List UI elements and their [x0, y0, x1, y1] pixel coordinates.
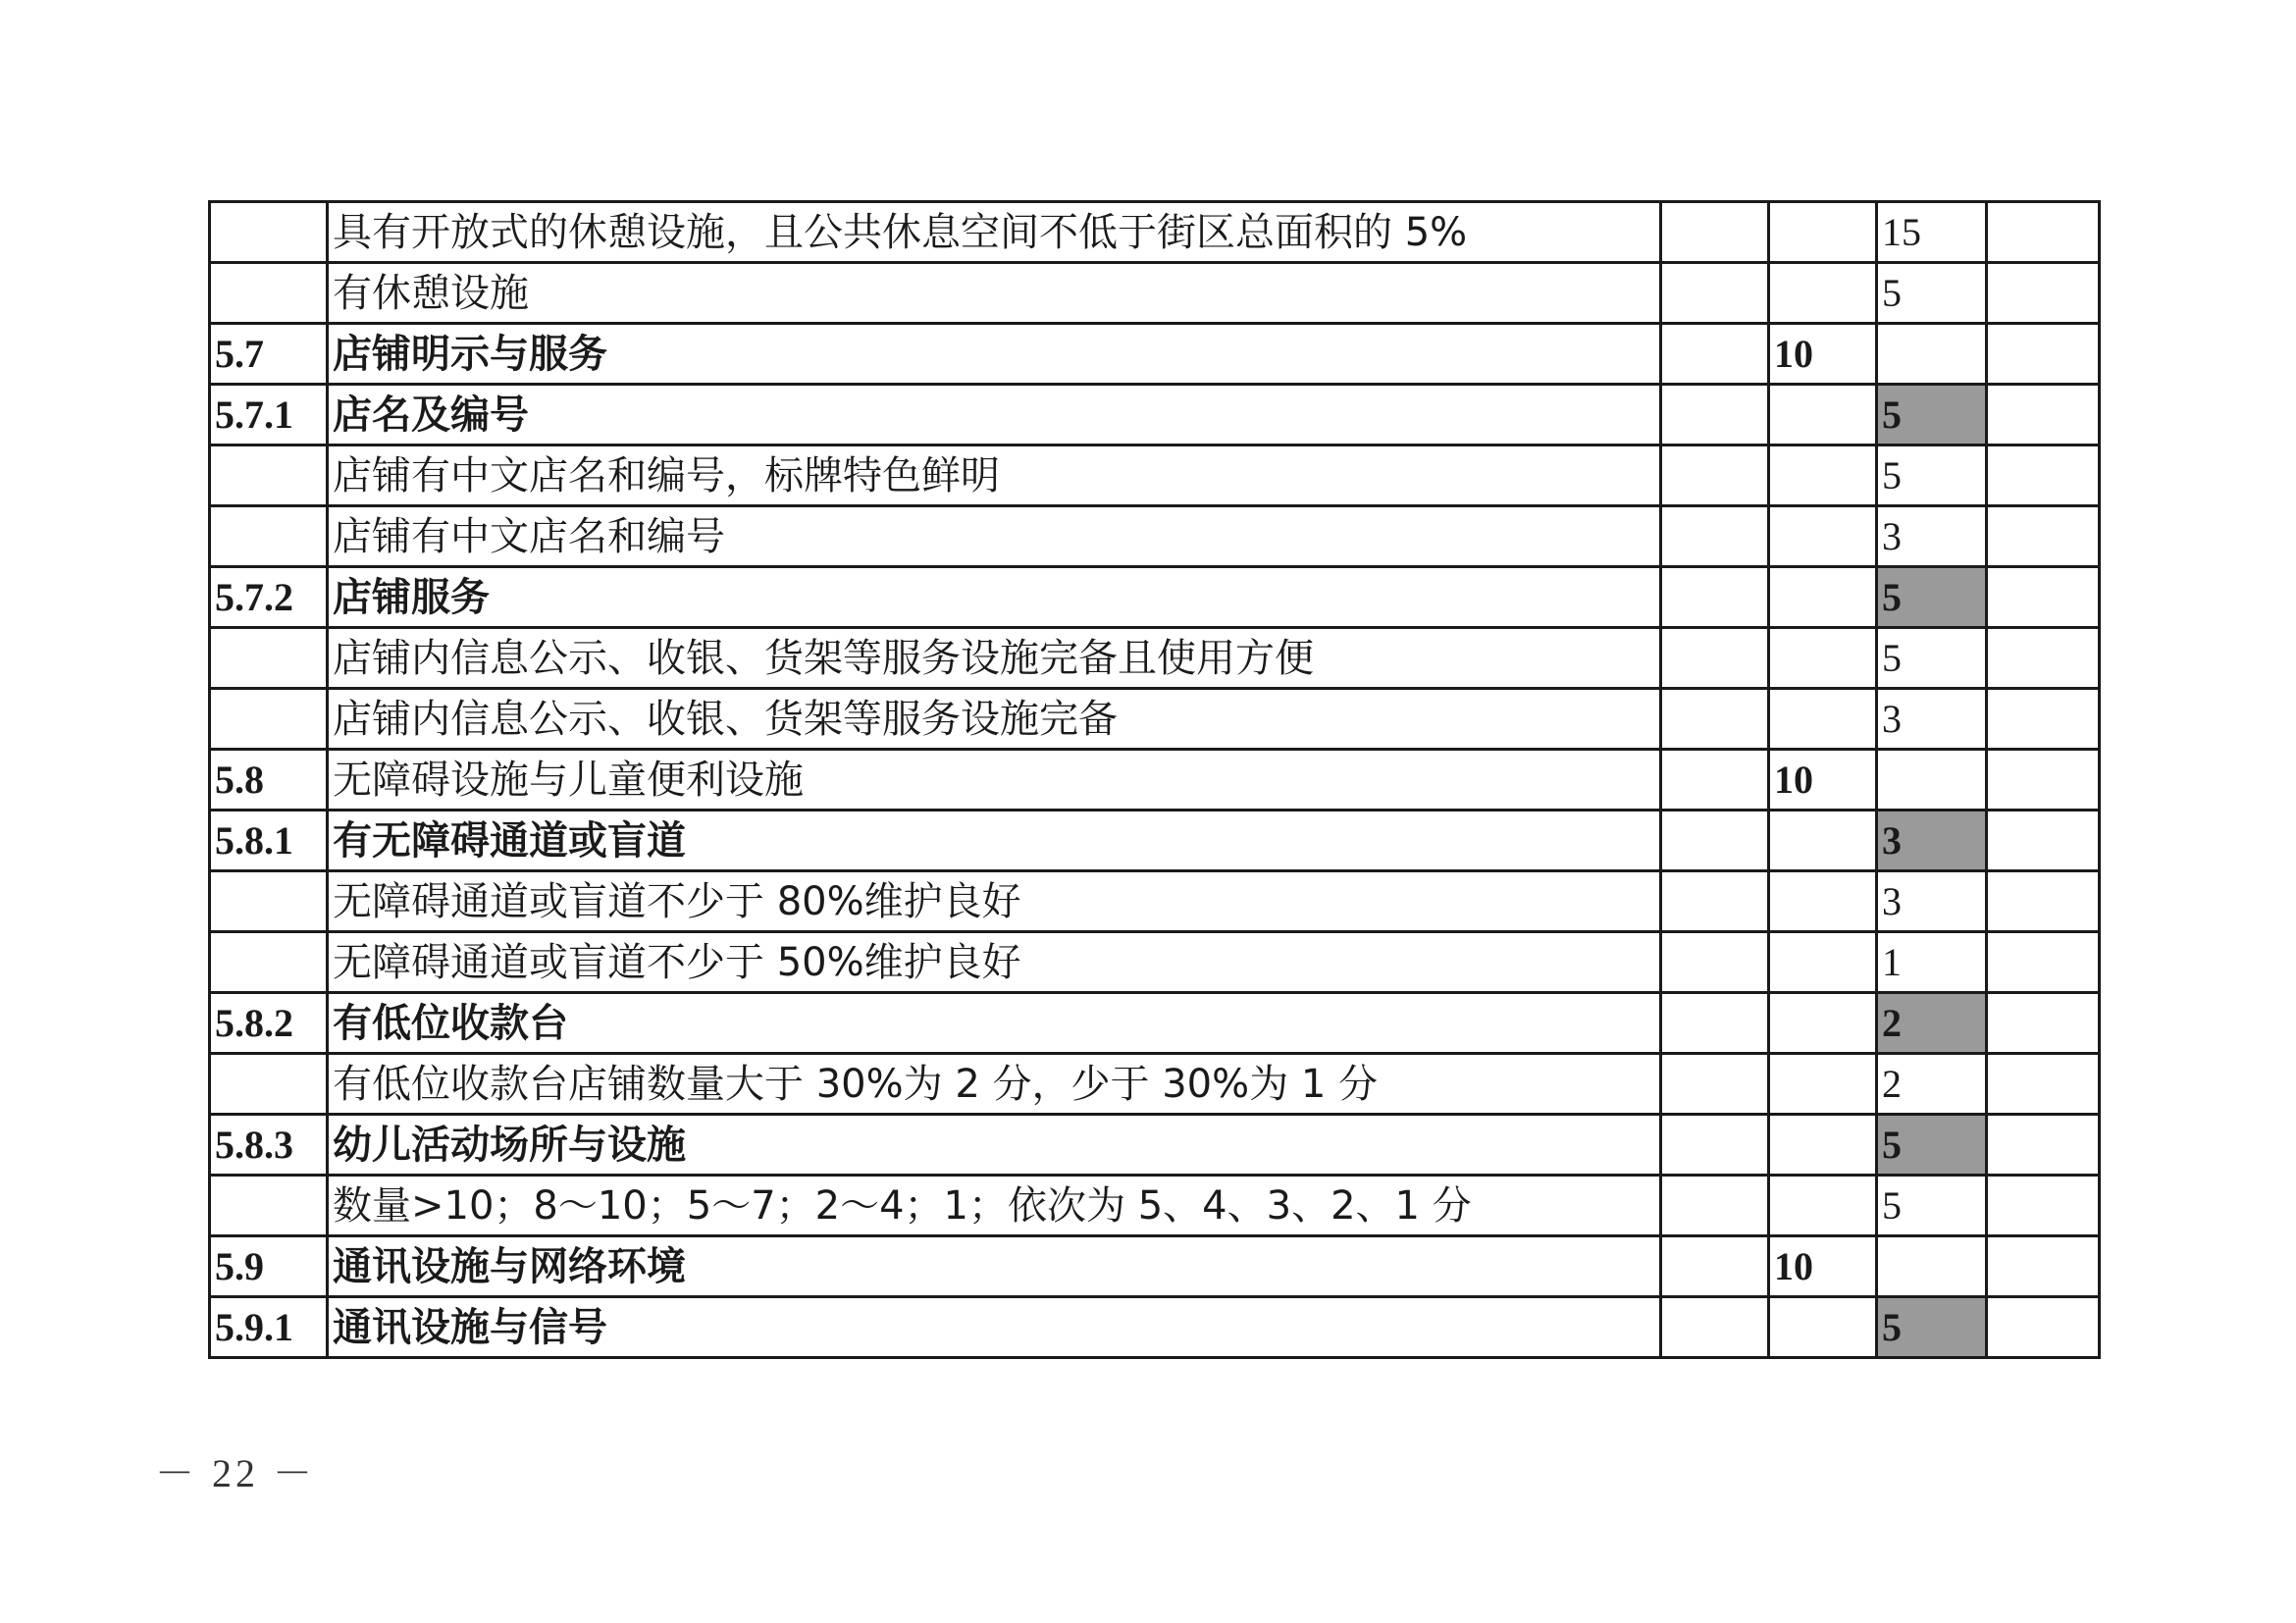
- row-id-cell: 5.8.1: [210, 811, 328, 871]
- table-row: [210, 567, 2100, 628]
- row-blank-cell: [1661, 1236, 1769, 1297]
- table-row: [210, 1054, 2100, 1115]
- row-score-cell: 2: [1877, 1054, 1987, 1115]
- row-item-cell: 店铺服务: [328, 567, 1661, 628]
- row-blank-cell: [1661, 202, 1769, 263]
- row-id-cell: 5.8: [210, 750, 328, 811]
- row-item-cell: 店铺内信息公示、收银、货架等服务设施完备且使用方便: [328, 628, 1661, 689]
- row-blank-cell: [1661, 1176, 1769, 1236]
- row-score-cell: 3: [1877, 871, 1987, 932]
- row-blank-cell: [1661, 689, 1769, 750]
- row-id-cell: 5.7.2: [210, 567, 328, 628]
- row-item-cell: 无障碍通道或盲道不少于 50%维护良好: [328, 932, 1661, 993]
- row-total-cell: [1769, 202, 1877, 263]
- row-score-cell: 5: [1877, 628, 1987, 689]
- row-total-cell: [1769, 932, 1877, 993]
- row-total-cell: [1769, 628, 1877, 689]
- row-score-cell: 5: [1877, 385, 1987, 445]
- row-item-cell: 店铺明示与服务: [328, 324, 1661, 385]
- row-total-cell: [1769, 1176, 1877, 1236]
- scoring-table-body: [210, 202, 2100, 1358]
- table-row: [210, 750, 2100, 811]
- table-row: [210, 324, 2100, 385]
- row-total-cell: [1769, 567, 1877, 628]
- row-blank-cell: [1987, 628, 2100, 689]
- row-total-cell: [1769, 1054, 1877, 1115]
- row-blank-cell: [1987, 1236, 2100, 1297]
- row-id-cell: 5.7: [210, 324, 328, 385]
- row-blank-cell: [1987, 385, 2100, 445]
- row-id-cell: [210, 506, 328, 567]
- row-score-cell: 5: [1877, 1297, 1987, 1358]
- row-id-cell: [210, 1176, 328, 1236]
- row-item-cell: 幼儿活动场所与设施: [328, 1115, 1661, 1176]
- table-row: [210, 811, 2100, 871]
- row-blank-cell: [1661, 993, 1769, 1054]
- row-blank-cell: [1987, 871, 2100, 932]
- row-blank-cell: [1987, 689, 2100, 750]
- row-blank-cell: [1661, 1115, 1769, 1176]
- row-blank-cell: [1661, 1297, 1769, 1358]
- row-score-cell: 2: [1877, 993, 1987, 1054]
- table-row: [210, 1236, 2100, 1297]
- row-blank-cell: [1987, 1297, 2100, 1358]
- row-score-cell: 5: [1877, 445, 1987, 506]
- row-score-cell: [1877, 324, 1987, 385]
- row-blank-cell: [1987, 263, 2100, 324]
- row-total-cell: [1769, 506, 1877, 567]
- row-blank-cell: [1987, 445, 2100, 506]
- table-row: [210, 871, 2100, 932]
- row-id-cell: 5.9: [210, 1236, 328, 1297]
- table-row: [210, 202, 2100, 263]
- table-row: [210, 1176, 2100, 1236]
- row-item-cell: 店名及编号: [328, 385, 1661, 445]
- row-blank-cell: [1661, 871, 1769, 932]
- row-total-cell: [1769, 993, 1877, 1054]
- row-score-cell: [1877, 1236, 1987, 1297]
- row-score-cell: 5: [1877, 263, 1987, 324]
- row-blank-cell: [1987, 1115, 2100, 1176]
- row-score-cell: 1: [1877, 932, 1987, 993]
- row-id-cell: 5.8.2: [210, 993, 328, 1054]
- row-blank-cell: [1987, 811, 2100, 871]
- row-score-cell: 5: [1877, 1176, 1987, 1236]
- row-blank-cell: [1987, 1176, 2100, 1236]
- row-id-cell: [210, 445, 328, 506]
- row-blank-cell: [1987, 932, 2100, 993]
- row-total-cell: [1769, 871, 1877, 932]
- row-id-cell: 5.8.3: [210, 1115, 328, 1176]
- row-total-cell: 10: [1769, 750, 1877, 811]
- row-blank-cell: [1661, 506, 1769, 567]
- table-row: [210, 506, 2100, 567]
- row-item-cell: 通讯设施与信号: [328, 1297, 1661, 1358]
- row-item-cell: 具有开放式的休憩设施，且公共休息空间不低于街区总面积的 5%: [328, 202, 1661, 263]
- table-row: [210, 445, 2100, 506]
- row-total-cell: [1769, 1115, 1877, 1176]
- row-blank-cell: [1661, 385, 1769, 445]
- row-id-cell: [210, 689, 328, 750]
- row-item-cell: 店铺内信息公示、收银、货架等服务设施完备: [328, 689, 1661, 750]
- row-total-cell: [1769, 1297, 1877, 1358]
- table-row: [210, 385, 2100, 445]
- row-blank-cell: [1987, 202, 2100, 263]
- row-total-cell: [1769, 445, 1877, 506]
- table-row: [210, 628, 2100, 689]
- row-blank-cell: [1661, 750, 1769, 811]
- row-id-cell: [210, 871, 328, 932]
- row-id-cell: [210, 932, 328, 993]
- row-blank-cell: [1661, 811, 1769, 871]
- table-row: [210, 689, 2100, 750]
- row-blank-cell: [1987, 567, 2100, 628]
- row-item-cell: 无障碍设施与儿童便利设施: [328, 750, 1661, 811]
- row-item-cell: 有无障碍通道或盲道: [328, 811, 1661, 871]
- row-blank-cell: [1987, 993, 2100, 1054]
- row-item-cell: 店铺有中文店名和编号: [328, 506, 1661, 567]
- table-row: [210, 932, 2100, 993]
- row-blank-cell: [1661, 567, 1769, 628]
- table-row: [210, 263, 2100, 324]
- page-number: － 22 －: [155, 1451, 316, 1495]
- row-id-cell: 5.9.1: [210, 1297, 328, 1358]
- row-item-cell: 有休憩设施: [328, 263, 1661, 324]
- row-total-cell: [1769, 811, 1877, 871]
- row-blank-cell: [1661, 628, 1769, 689]
- row-blank-cell: [1661, 445, 1769, 506]
- row-id-cell: [210, 263, 328, 324]
- row-id-cell: 5.7.1: [210, 385, 328, 445]
- row-score-cell: 3: [1877, 506, 1987, 567]
- row-item-cell: 通讯设施与网络环境: [328, 1236, 1661, 1297]
- row-item-cell: 有低位收款台: [328, 993, 1661, 1054]
- row-id-cell: [210, 628, 328, 689]
- row-total-cell: 10: [1769, 324, 1877, 385]
- row-id-cell: [210, 1054, 328, 1115]
- row-blank-cell: [1987, 1054, 2100, 1115]
- row-blank-cell: [1987, 324, 2100, 385]
- row-blank-cell: [1661, 1054, 1769, 1115]
- row-item-cell: 数量>10；8～10；5～7；2～4；1；依次为 5、4、3、2、1 分: [328, 1176, 1661, 1236]
- row-item-cell: 有低位收款台店铺数量大于 30%为 2 分，少于 30%为 1 分: [328, 1054, 1661, 1115]
- table-row: [210, 1297, 2100, 1358]
- row-blank-cell: [1987, 750, 2100, 811]
- row-score-cell: 5: [1877, 1115, 1987, 1176]
- row-blank-cell: [1661, 932, 1769, 993]
- row-score-cell: [1877, 750, 1987, 811]
- scoring-table: [208, 200, 2101, 1359]
- row-total-cell: [1769, 263, 1877, 324]
- row-score-cell: 3: [1877, 689, 1987, 750]
- row-blank-cell: [1987, 506, 2100, 567]
- row-total-cell: [1769, 385, 1877, 445]
- table-row: [210, 1115, 2100, 1176]
- row-item-cell: 店铺有中文店名和编号，标牌特色鲜明: [328, 445, 1661, 506]
- row-id-cell: [210, 202, 328, 263]
- row-score-cell: 5: [1877, 567, 1987, 628]
- row-total-cell: [1769, 689, 1877, 750]
- row-score-cell: 3: [1877, 811, 1987, 871]
- table-row: [210, 993, 2100, 1054]
- row-total-cell: 10: [1769, 1236, 1877, 1297]
- row-score-cell: 15: [1877, 202, 1987, 263]
- row-item-cell: 无障碍通道或盲道不少于 80%维护良好: [328, 871, 1661, 932]
- row-blank-cell: [1661, 324, 1769, 385]
- row-blank-cell: [1661, 263, 1769, 324]
